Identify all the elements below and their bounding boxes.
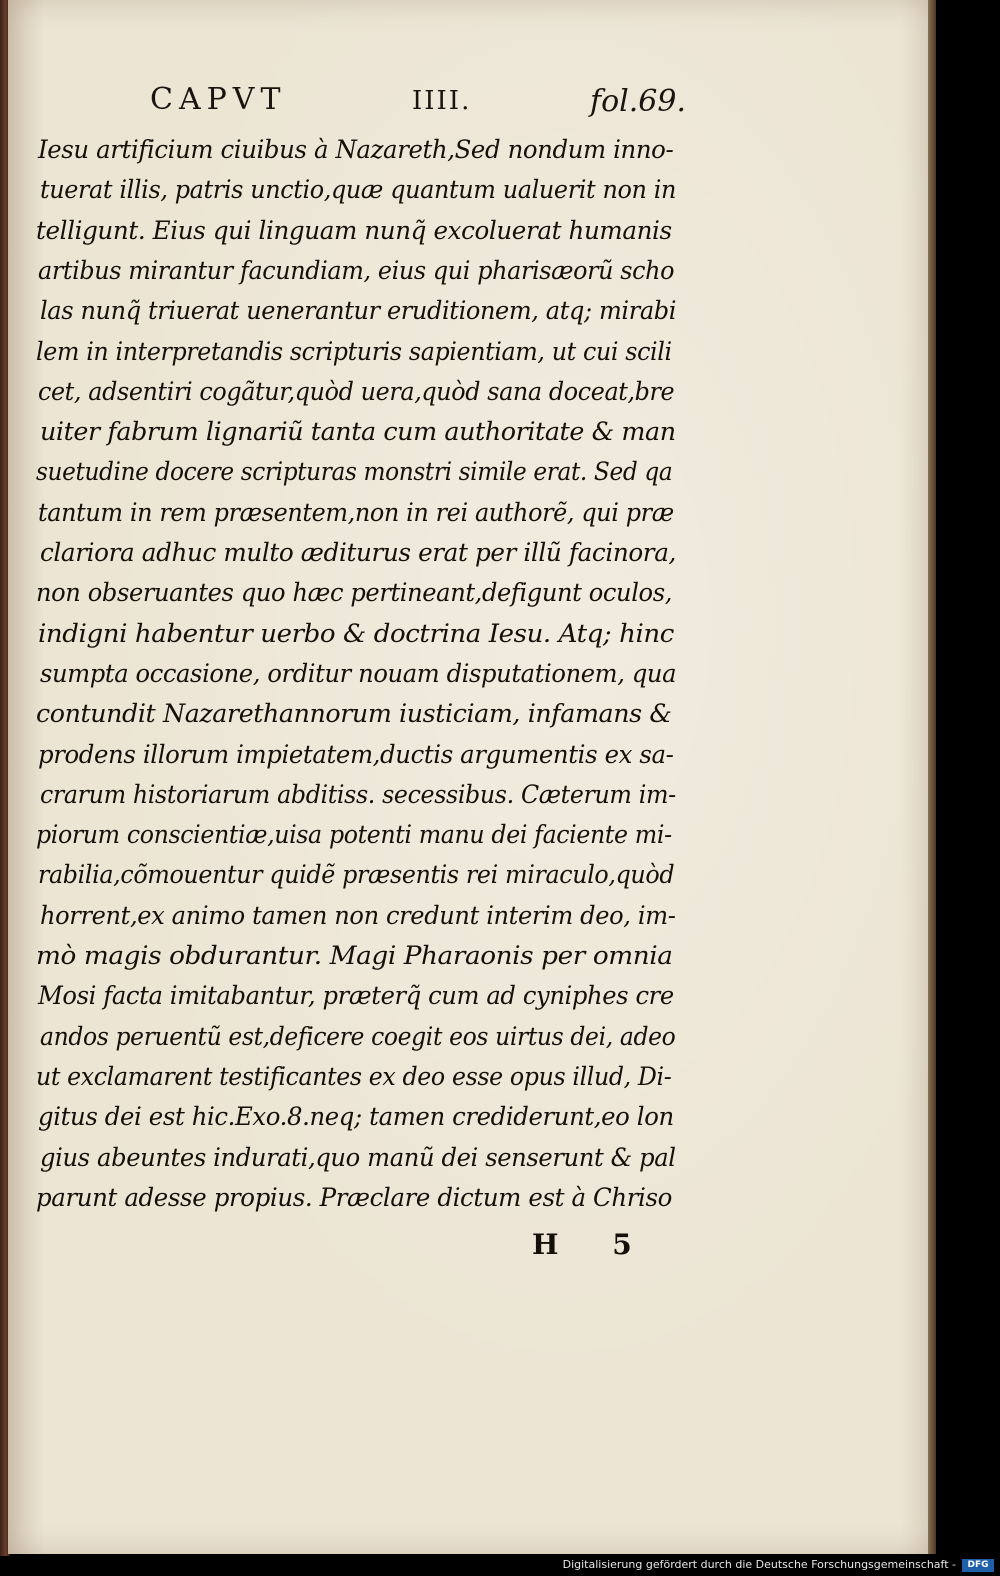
body-text bbox=[36, 130, 686, 1230]
text-line: telligunt. Eius qui linguam nunq̃ excoluerat humanis bbox=[36, 215, 672, 246]
running-head bbox=[150, 82, 687, 132]
dfg-logo: DFG bbox=[962, 1559, 994, 1572]
text-line: prodens illorum impietatem,ductis argumentis ex sa- bbox=[38, 739, 674, 770]
text-line: parunt adesse propius. Præclare dictum est à Chriso bbox=[36, 1182, 672, 1213]
scan-background bbox=[936, 0, 1000, 1556]
text-line: clariora adhuc multo æditurus erat per illũ facinora, bbox=[40, 538, 676, 568]
text-line: las nunq̃ triuerat uenerantur eruditionem, atq; mirabi bbox=[40, 296, 677, 327]
signature-mark: H 5 bbox=[532, 1228, 654, 1261]
text-line: Mosi facta imitabantur, præterq̃ cum ad cyniphes cre bbox=[38, 981, 674, 1012]
text-line: lem in interpretandis scripturis sapientiam, ut cui scili bbox=[36, 336, 672, 367]
text-line: andos peruentũ est,deficere coegit eos uirtus dei, adeo bbox=[40, 1021, 676, 1052]
text-line: tantum in rem præsentem,non in rei authorẽ, qui præ bbox=[38, 497, 674, 528]
text-line: piorum conscientiæ,uisa potenti manu dei faciente mi- bbox=[36, 820, 672, 851]
text-line: ut exclamarent testificantes ex deo esse opus illud, Di- bbox=[36, 1061, 672, 1092]
text-line: horrent,ex animo tamen non credunt interim deo, im- bbox=[40, 900, 676, 931]
text-line: gius abeuntes indurati,quo manũ dei senserunt & pal bbox=[40, 1142, 676, 1173]
text-line: Iesu artificium ciuibus à Nazareth,Sed nondum inno- bbox=[38, 135, 674, 165]
text-line: sumpta occasione, orditur nouam disputationem, qua bbox=[40, 658, 677, 689]
footer-bar bbox=[0, 1556, 1000, 1576]
text-line: contundit Nazarethannorum iusticiam, infamans & bbox=[36, 699, 672, 730]
text-line: crarum historiarum abditiss. secessibus. Cæterum im- bbox=[40, 779, 676, 810]
text-line: artibus mirantur facundiam, eius qui pharisæorũ scho bbox=[38, 255, 675, 286]
text-line: indigni habentur uerbo & doctrina Iesu. Atq; hinc bbox=[38, 618, 674, 649]
text-line: uiter fabrum lignariũ tanta cum authoritate & man bbox=[40, 417, 676, 448]
running-head-chapter-number: IIII. bbox=[412, 86, 472, 116]
funding-credit: Digitalisierung gefördert durch die Deutsche Forschungsgemeinschaft - bbox=[562, 1558, 956, 1571]
text-line: gitus dei est hic.Exo.8.neq; tamen crediderunt,eo lon bbox=[38, 1102, 674, 1133]
text-line: non obseruantes quo hæc pertineant,defigunt oculos, bbox=[36, 578, 672, 609]
text-line: tuerat illis, patris unctio,quæ quantum ualuerit non in bbox=[40, 175, 677, 206]
text-line: mò magis obdurantur. Magi Pharaonis per omnia bbox=[36, 941, 673, 971]
text-line: cet, adsentiri cogãtur,quòd uera,quòd sana doceat,bre bbox=[38, 376, 675, 407]
running-head-folio: fol.69. bbox=[590, 84, 687, 119]
text-line: rabilia,cõmouentur quidẽ præsentis rei miraculo,quòd bbox=[38, 860, 675, 891]
running-head-caput: CAPVT bbox=[150, 82, 287, 117]
text-line: suetudine docere scripturas monstri simile erat. Sed qa bbox=[36, 457, 673, 488]
